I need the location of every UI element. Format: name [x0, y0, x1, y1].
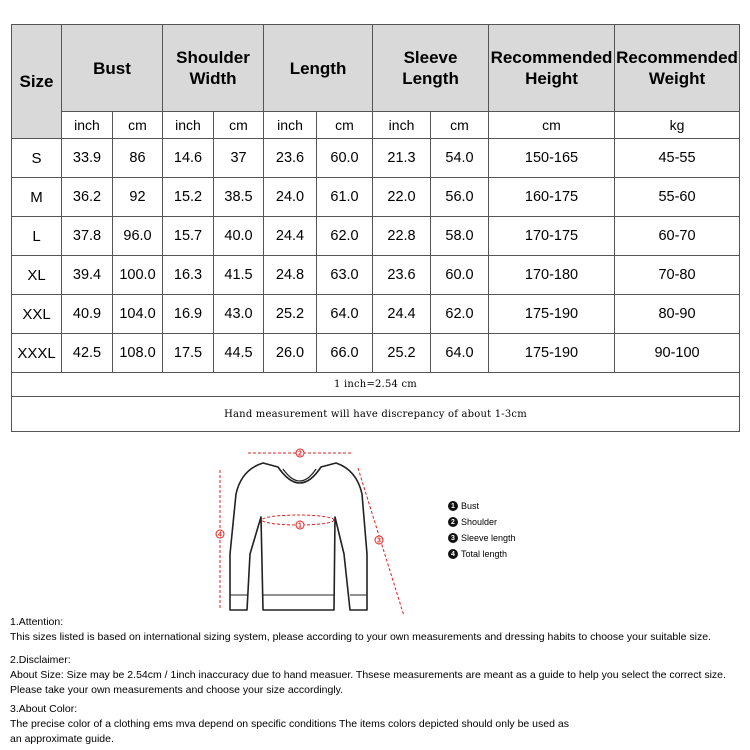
shoulder-cm-cell: 38.5 [214, 178, 264, 217]
length-cm-cell: 63.0 [317, 256, 373, 295]
header-recommended-height: Recommended Height [489, 25, 615, 112]
unit-cell: inch [373, 112, 431, 139]
unit-cell: cm [431, 112, 489, 139]
legend-item-shoulder [448, 514, 516, 530]
length-cm-cell: 62.0 [317, 217, 373, 256]
header-shoulder-width: Shoulder Width [163, 25, 264, 112]
length-cm-cell: 64.0 [317, 295, 373, 334]
bust-cm-cell: 96.0 [113, 217, 163, 256]
header-size: Size [12, 25, 62, 139]
conversion-note-row [12, 373, 740, 397]
table-row [12, 178, 740, 217]
legend-label: Bust [461, 501, 480, 511]
length-cm-cell: 60.0 [317, 139, 373, 178]
unit-cell: cm [113, 112, 163, 139]
height-cell: 160-175 [489, 178, 615, 217]
length-inch-cell: 24.0 [264, 178, 317, 217]
table-row [12, 295, 740, 334]
legend-item-sleeve-length [448, 530, 516, 546]
shoulder-inch-cell: 16.3 [163, 256, 214, 295]
bust-cm-cell: 104.0 [113, 295, 163, 334]
weight-cell: 45-55 [615, 139, 740, 178]
legend-label: Sleeve length [461, 533, 516, 543]
header-bust: Bust [62, 25, 163, 112]
header-length: Length [264, 25, 373, 112]
measurement-note-row [12, 397, 740, 432]
disclaimer-section [10, 653, 726, 698]
table-row [12, 217, 740, 256]
shoulder-cm-cell: 40.0 [214, 217, 264, 256]
shoulder-inch-cell: 14.6 [163, 139, 214, 178]
height-cell: 175-190 [489, 295, 615, 334]
about-color-title: 3.About Color: [10, 703, 78, 715]
shoulder-cm-cell: 37 [214, 139, 264, 178]
length-cm-cell: 66.0 [317, 334, 373, 373]
bust-inch-cell: 42.5 [62, 334, 113, 373]
bust-cm-cell: 86 [113, 139, 163, 178]
sleeve-inch-cell: 21.3 [373, 139, 431, 178]
table-row [12, 139, 740, 178]
shoulder-marker: 2 [298, 450, 302, 458]
number-4-icon: 4 [448, 549, 458, 559]
about-color-section [10, 702, 569, 747]
bust-inch-cell: 40.9 [62, 295, 113, 334]
height-cell: 175-190 [489, 334, 615, 373]
unit-cell: inch [264, 112, 317, 139]
sleeve-cm-cell: 54.0 [431, 139, 489, 178]
header-row [12, 25, 740, 112]
disclaimer-line-1: About Size: Size may be 2.54cm / 1inch inaccuracy due to hand measuer. Thsese measurements are meant as a guide to help you select the correct size. [10, 669, 726, 681]
size-chart-table [11, 24, 740, 432]
bust-inch-cell: 36.2 [62, 178, 113, 217]
size-cell: L [12, 217, 62, 256]
measurement-note: Hand measurement will have discrepancy of about 1-3cm [12, 397, 740, 432]
size-cell: XXXL [12, 334, 62, 373]
number-3-icon: 3 [448, 533, 458, 543]
total-length-marker: 4 [218, 531, 222, 539]
table-row [12, 334, 740, 373]
size-cell: S [12, 139, 62, 178]
weight-cell: 70-80 [615, 256, 740, 295]
attention-text: This sizes listed is based on international sizing system, please according to your own measurements and dressing habits to choose your suitable size. [10, 631, 711, 643]
sweater-outline [230, 463, 367, 610]
bust-cm-cell: 92 [113, 178, 163, 217]
conversion-note: 1 inch=2.54 cm [12, 373, 740, 397]
unit-cell: inch [62, 112, 113, 139]
sleeve-inch-cell: 22.0 [373, 178, 431, 217]
number-1-icon: 1 [448, 501, 458, 511]
shoulder-inch-cell: 15.2 [163, 178, 214, 217]
legend-label: Shoulder [461, 517, 498, 527]
legend-item-total-length [448, 546, 516, 562]
garment-diagram [200, 444, 600, 624]
bust-inch-cell: 37.8 [62, 217, 113, 256]
shoulder-cm-cell: 41.5 [214, 256, 264, 295]
length-inch-cell: 26.0 [264, 334, 317, 373]
size-cell: M [12, 178, 62, 217]
shoulder-cm-cell: 43.0 [214, 295, 264, 334]
sleeve-marker: 3 [377, 537, 381, 545]
height-cell: 150-165 [489, 139, 615, 178]
attention-section [10, 615, 711, 645]
sleeve-inch-cell: 22.8 [373, 217, 431, 256]
weight-cell: 60-70 [615, 217, 740, 256]
header-recommended-weight: Recommended Weight [615, 25, 740, 112]
attention-title: 1.Attention: [10, 616, 64, 628]
sleeve-cm-cell: 56.0 [431, 178, 489, 217]
sleeve-inch-cell: 25.2 [373, 334, 431, 373]
weight-cell: 90-100 [615, 334, 740, 373]
size-cell: XXL [12, 295, 62, 334]
height-cell: 170-180 [489, 256, 615, 295]
sleeve-inch-cell: 24.4 [373, 295, 431, 334]
weight-cell: 80-90 [615, 295, 740, 334]
legend-item-bust [448, 498, 516, 514]
shoulder-inch-cell: 16.9 [163, 295, 214, 334]
number-2-icon: 2 [448, 517, 458, 527]
sleeve-cm-cell: 58.0 [431, 217, 489, 256]
measurement-legend [448, 498, 516, 562]
legend-label: Total length [461, 549, 508, 559]
table-row [12, 256, 740, 295]
height-cell: 170-175 [489, 217, 615, 256]
disclaimer-title: 2.Disclaimer: [10, 654, 71, 666]
length-inch-cell: 23.6 [264, 139, 317, 178]
unit-cell: cm [214, 112, 264, 139]
sleeve-inch-cell: 23.6 [373, 256, 431, 295]
length-inch-cell: 24.8 [264, 256, 317, 295]
sleeve-cm-cell: 62.0 [431, 295, 489, 334]
length-inch-cell: 25.2 [264, 295, 317, 334]
about-color-line-2: an approximate guide. [10, 733, 114, 745]
sleeve-cm-cell: 64.0 [431, 334, 489, 373]
length-cm-cell: 61.0 [317, 178, 373, 217]
unit-cell: cm [317, 112, 373, 139]
unit-row [12, 112, 740, 139]
size-cell: XL [12, 256, 62, 295]
sleeve-cm-cell: 60.0 [431, 256, 489, 295]
shoulder-cm-cell: 44.5 [214, 334, 264, 373]
header-sleeve-length: Sleeve Length [373, 25, 489, 112]
measure-markers [216, 449, 383, 545]
bust-inch-cell: 33.9 [62, 139, 113, 178]
disclaimer-line-2: Please take your own measurements and choose your size accordingly. [10, 684, 344, 696]
weight-cell: 55-60 [615, 178, 740, 217]
unit-cell: kg [615, 112, 740, 139]
length-inch-cell: 24.4 [264, 217, 317, 256]
bust-cm-cell: 100.0 [113, 256, 163, 295]
unit-cell: cm [489, 112, 615, 139]
about-color-line-1: The precise color of a clothing ems mva depend on specific conditions The items colors depicted should only be used as [10, 718, 569, 730]
bust-marker: 1 [298, 522, 302, 530]
shoulder-inch-cell: 17.5 [163, 334, 214, 373]
bust-cm-cell: 108.0 [113, 334, 163, 373]
bust-inch-cell: 39.4 [62, 256, 113, 295]
unit-cell: inch [163, 112, 214, 139]
shoulder-inch-cell: 15.7 [163, 217, 214, 256]
